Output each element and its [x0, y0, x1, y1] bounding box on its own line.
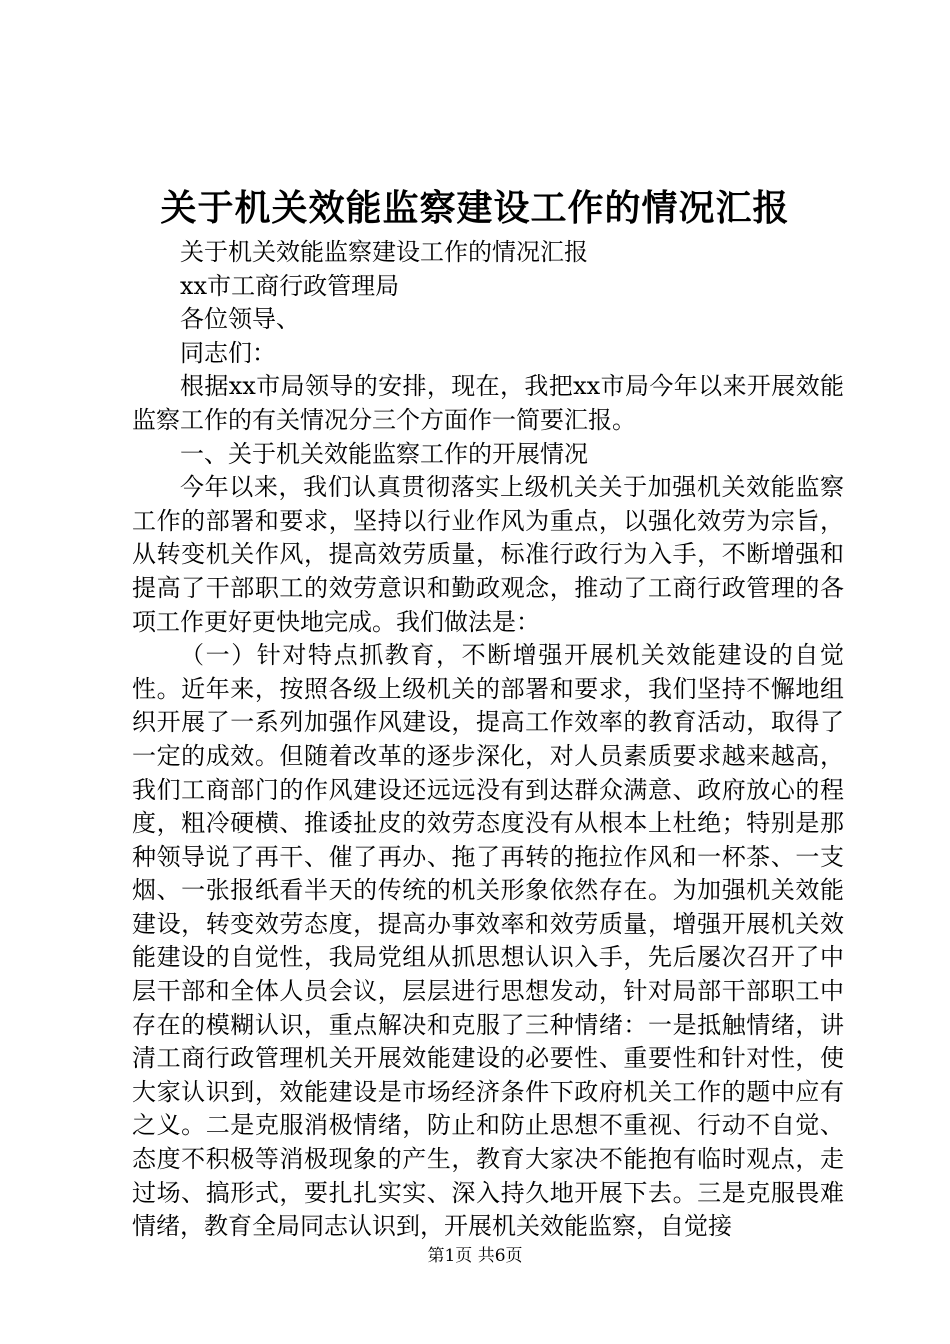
paragraph-organization: xx市工商行政管理局	[180, 271, 400, 300]
paragraph-salutation-leaders: 各位领导、	[180, 305, 300, 334]
page-number-footer: 第1页 共6页	[427, 1246, 523, 1266]
paragraph-overview: 今年以来，我们认真贯彻落实上级机关关于加强机关效能监察工作的部署和要求，坚持以行业作风为重点，以强化效劳为宗旨，从转变机关作风，提高效劳质量，标准行政行为入手，不断增强和提高了干部职工的效劳意识和勤政观念，推动了工商行政管理的各项工作更好更快地完成。我们做法是：	[132, 473, 844, 636]
paragraph-subtitle: 关于机关效能监察建设工作的情况汇报	[180, 238, 588, 266]
paragraph-intro: 根据xx市局领导的安排，现在，我把xx市局今年以来开展效能监察工作的有关情况分三个方面作一简要汇报。	[132, 372, 844, 434]
document-body	[132, 236, 844, 1244]
paragraph-item-one: （一）针对特点抓教育，不断增强开展机关效能建设的自觉性。近年来，按照各级上级机关的部署和要求，我们坚持不懈地组织开展了一系列加强作风建设，提高工作效率的教育活动，取得了一定的成效。但随着改革的逐步深化，对人员素质要求越来越高，我们工商部门的作风建设还远远没有到达群众满意、政府放心的程度，粗冷硬横、推诿扯皮的效劳态度没有从根本上杜绝；特别是那种领导说了再干、催了再办、拖了再转的拖拉作风和一杯茶、一支烟、一张报纸看半天的传统的机关形象依然存在。为加强机关效能建设，转变效劳态度，提高办事效率和效劳质量，增强开展机关效能建设的自觉性，我局党组从抓思想认识入手，先后屡次召开了中层干部和全体人员会议，层层进行思想发动，针对局部干部职工中存在的模糊认识，重点解决和克服了三种情绪：一是抵触情绪，讲清工商行政管理机关开展效能建设的必要性、重要性和针对性，使大家认识到，效能建设是市场经济条件下政府机关工作的题中应有之义。二是克服消极情绪，防止和防止思想不重视、行动不自觉、态度不积极等消极现象的产生，教育大家决不能抱有临时观点，走过场、搞形式，要扎扎实实、深入持久地开展下去。三是克服畏难情绪，教育全局同志认识到，开展机关效能监察，自觉接	[132, 641, 844, 1241]
document-title: 关于机关效能监察建设工作的情况汇报	[160, 187, 790, 229]
paragraph-salutation-comrades: 同志们：	[180, 338, 276, 367]
paragraph-section-heading: 一、关于机关效能监察工作的开展情况	[180, 439, 588, 468]
